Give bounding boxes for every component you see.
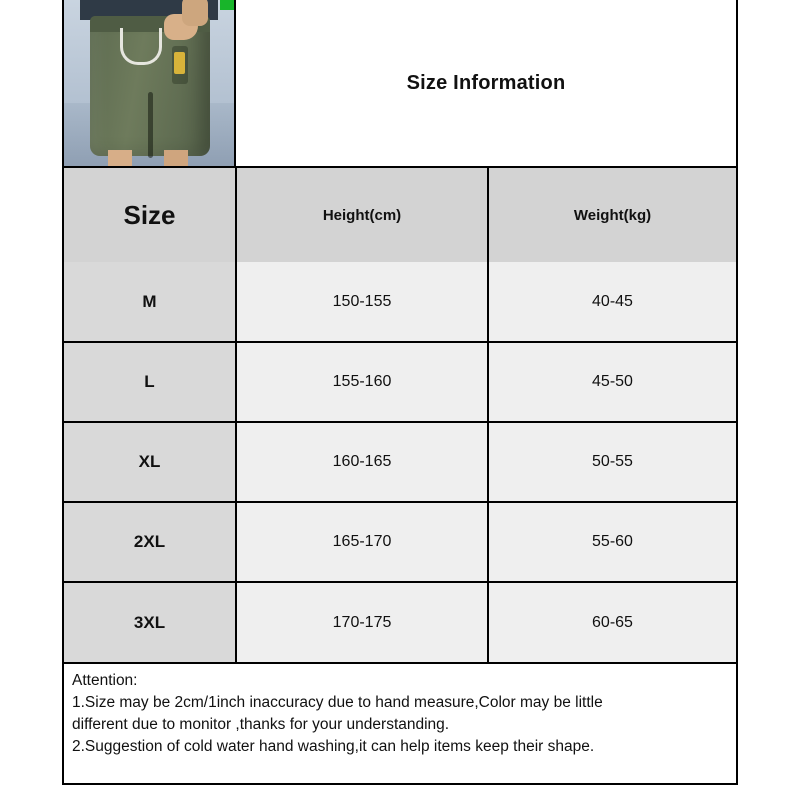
cell-size: M bbox=[64, 262, 236, 342]
cell-size: XL bbox=[64, 422, 236, 502]
cell-weight: 50-55 bbox=[488, 422, 736, 502]
chart-header-row bbox=[64, 0, 736, 168]
table-row bbox=[64, 342, 736, 422]
cell-weight: 60-65 bbox=[488, 582, 736, 662]
green-marker bbox=[220, 0, 236, 10]
attention-line-2: different due to monitor ,thanks for your understanding. bbox=[72, 716, 450, 733]
size-table bbox=[64, 168, 736, 662]
table-row bbox=[64, 502, 736, 582]
cell-height: 160-165 bbox=[236, 422, 488, 502]
size-chart-frame bbox=[62, 0, 738, 785]
attention-block bbox=[64, 662, 736, 799]
photo-arm bbox=[182, 0, 208, 26]
cell-weight: 40-45 bbox=[488, 262, 736, 342]
column-header-size: Size bbox=[64, 168, 236, 262]
product-photo bbox=[64, 0, 234, 166]
attention-heading: Attention: bbox=[72, 672, 138, 689]
cell-size: L bbox=[64, 342, 236, 422]
cell-height: 155-160 bbox=[236, 342, 488, 422]
table-row bbox=[64, 262, 736, 342]
cell-size: 3XL bbox=[64, 582, 236, 662]
column-header-weight: Weight(kg) bbox=[488, 168, 736, 262]
chart-title-cell bbox=[236, 0, 736, 166]
table-row bbox=[64, 422, 736, 502]
cell-weight: 55-60 bbox=[488, 502, 736, 582]
photo-left-leg bbox=[108, 150, 132, 166]
column-header-height: Height(cm) bbox=[236, 168, 488, 262]
attention-line-3: 2.Suggestion of cold water hand washing,it can help items keep their shape. bbox=[72, 738, 595, 755]
cell-height: 150-155 bbox=[236, 262, 488, 342]
attention-line-1: 1.Size may be 2cm/1inch inaccuracy due to hand measure,Color may be little bbox=[72, 694, 603, 711]
table-row bbox=[64, 582, 736, 662]
cell-height: 165-170 bbox=[236, 502, 488, 582]
size-table-body bbox=[64, 262, 736, 662]
cell-size: 2XL bbox=[64, 502, 236, 582]
table-header-row bbox=[64, 168, 736, 262]
page-title: Size Information bbox=[406, 71, 566, 94]
photo-brand-label bbox=[174, 52, 185, 74]
product-image-cell bbox=[64, 0, 236, 166]
cell-height: 170-175 bbox=[236, 582, 488, 662]
cell-weight: 45-50 bbox=[488, 342, 736, 422]
size-table-head bbox=[64, 168, 736, 262]
photo-drawstring bbox=[120, 28, 162, 65]
photo-right-leg bbox=[164, 150, 188, 166]
photo-leg-split bbox=[148, 92, 153, 158]
